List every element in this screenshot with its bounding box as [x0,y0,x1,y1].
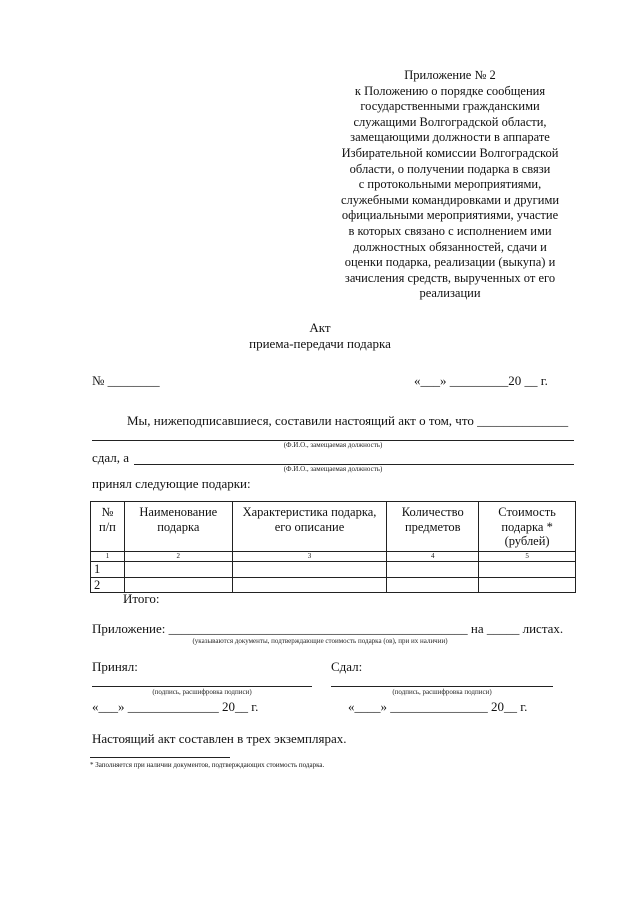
appendix-line: оценки подарка, реализации (выкупа) и [344,255,556,270]
appendix-line: с протокольными мероприятиями, [358,177,542,192]
table-row [91,562,576,578]
appendix-line: реализации [419,286,481,301]
col-number: 5 [479,552,576,562]
col-number: 4 [387,552,479,562]
appendix-line: зачисления средств, вырученных от его [344,270,556,285]
table-cell [387,577,479,593]
header-description: Характеристика подарка, его описание [232,502,387,552]
copies-note: Настоящий акт составлен в трех экземплярах. [92,731,347,746]
caption-attachment: (указываются документы, подтверждающие стоимость подарка (ов), при их наличии) [192,637,448,645]
table-column-numbers [91,552,576,562]
appendix-line: служащими Волгоградской области, [353,114,547,129]
appendix-line: Избирательной комиссии Волгоградской [341,145,559,160]
appendix-line: в которых связано с исполнением ими [348,223,552,238]
table-cell [124,562,232,578]
col-number: 3 [232,552,387,562]
total-label: Итого: [123,591,160,606]
accepted-gifts-label: принял следующие подарки: [92,476,251,491]
caption-sign-right: (подпись, расшифровка подписи) [392,688,492,696]
table-row [91,577,576,593]
footnote: * Заполняется при наличии документов, подтверждающих стоимость подарка. [90,761,325,769]
act-number: № ________ [92,373,160,388]
appendix-line: государственными гражданскими [360,99,540,114]
appendix-line: области, о получении подарка в связи [349,161,551,176]
act-title: Акт [309,320,331,335]
appendix-line: замещающими должности в аппарате [350,130,550,145]
header-quantity: Количество предметов [387,502,479,552]
table-cell [479,577,576,593]
table-cell [232,562,387,578]
attachment-line: Приложение: ______________________________________________ на _____ листах. [92,621,564,636]
appendix-line: должностных обязанностей, сдачи и [353,239,547,254]
caption-fio-2: (Ф.И.О., замещаемая должность) [283,465,383,473]
signature-line-right [331,686,553,687]
table-header-row [91,502,576,552]
gifts-table [90,501,576,593]
table-cell [232,577,387,593]
act-date: «___» _________20 __ г. [414,373,548,388]
handed-over-label: Сдал: [331,659,363,674]
footnote-separator [90,757,230,758]
handed-label: сдал, а [92,450,130,465]
date-right: «____» _______________ 20__ г. [348,699,528,714]
intro-text: Мы, нижеподписавшиеся, составили настоящий акт о том, что ______________ [127,413,569,428]
header-cost: Стоимость подарка * (рублей) [479,502,576,552]
appendix-line: служебными командировками и другими [340,192,560,207]
col-number: 2 [124,552,232,562]
table-cell [387,562,479,578]
date-left: «___» ______________ 20__ г. [92,699,259,714]
signature-line-left [92,686,312,687]
caption-fio-1: (Ф.И.О., замещаемая должность) [283,441,383,449]
header-number: № п/п [91,502,125,552]
col-number: 1 [91,552,125,562]
header-name: Наименование подарка [124,502,232,552]
table-cell: 2 [91,577,125,593]
appendix-header [330,68,570,302]
appendix-line: официальными мероприятиями, участие [341,208,559,223]
table-cell [479,562,576,578]
appendix-line: Приложение № 2 [404,68,496,82]
appendix-line: к Положению о порядке сообщения [354,83,546,98]
table-cell: 1 [91,562,125,578]
caption-sign-left: (подпись, расшифровка подписи) [152,688,252,696]
act-subtitle: приема-передачи подарка [249,336,391,351]
accepted-label: Принял: [92,659,138,674]
